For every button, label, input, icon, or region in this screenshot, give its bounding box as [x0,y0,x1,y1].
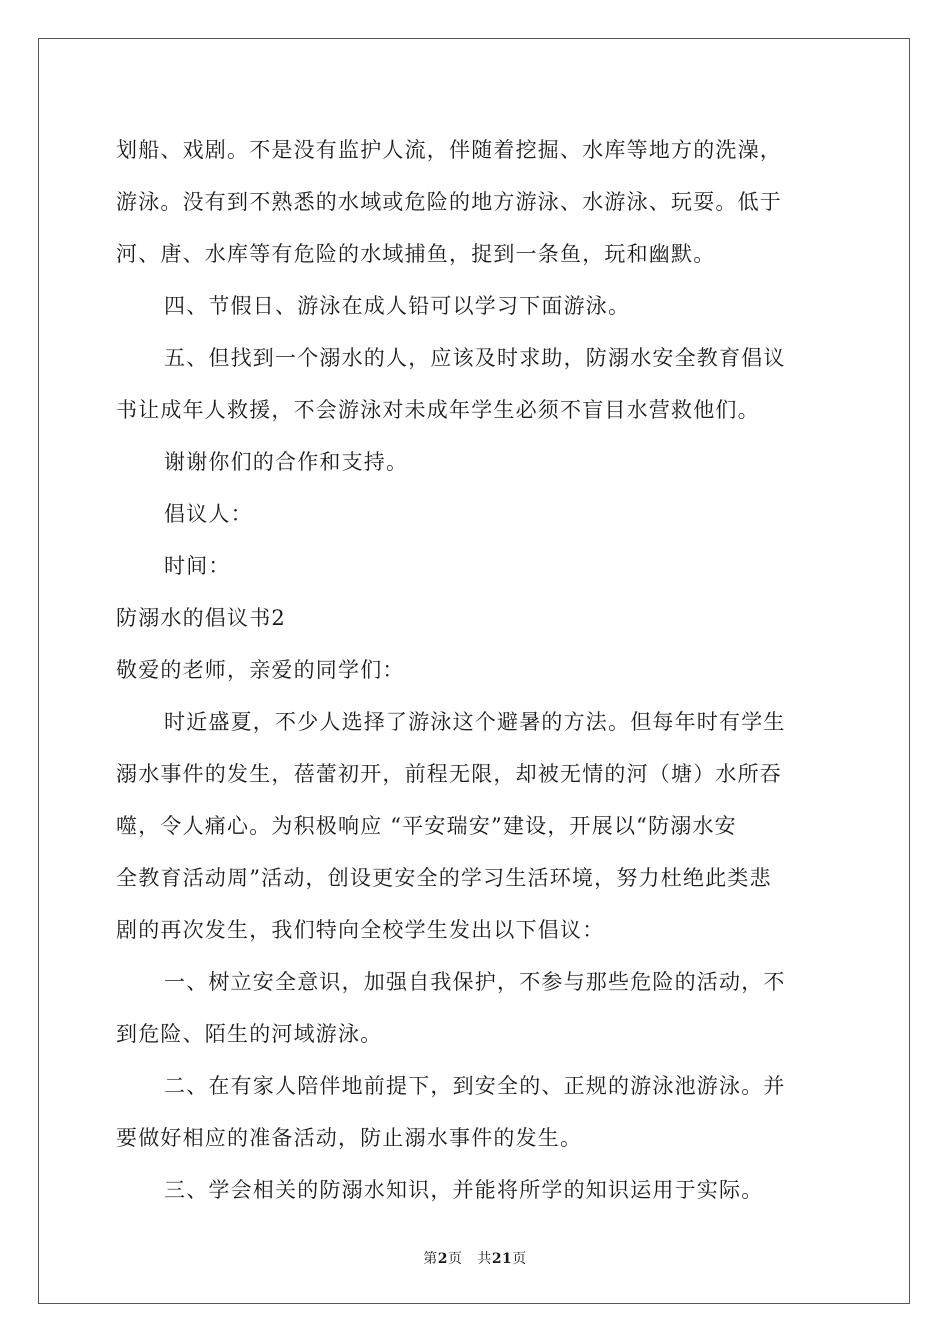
page-number: 2 [437,1251,448,1267]
page-prefix: 第 [423,1251,438,1267]
text-line: 一、树立安全意识，加强自我保护，不参与那些危险的活动，不 [164,970,786,994]
text-line: 全教育活动周”活动，创设更安全的学习生活环境，努力杜绝此类悲 [116,866,772,890]
page-suffix: 页 [447,1251,463,1267]
text-line: 谢谢你们的合作和支持。 [164,450,409,474]
total-suffix: 页 [512,1251,527,1267]
text-line: 倡议人： [164,502,253,526]
text-line: 剧的再次发生，我们特向全校学生发出以下倡议： [116,918,605,942]
text-line: 五、但找到一个溺水的人，应该及时求助，防溺水安全教育倡议 [164,346,786,370]
text-line: 时间： [164,554,231,578]
text-line: 河、唐、水库等有危险的水域捕鱼，捉到一条鱼，玩和幽默。 [116,242,716,266]
text-line: 划船、戏剧。不是没有监护人流，伴随着挖掘、水库等地方的洗澡， [116,138,782,162]
section-heading: 防溺水的倡议书2 [116,606,286,630]
page-footer [0,1248,950,1268]
text-line: 要做好相应的准备活动，防止溺水事件的发生。 [116,1126,583,1150]
text-line: 游泳。没有到不熟悉的水域或危险的地方游泳、水游泳、玩耍。低于 [116,190,782,214]
total-pages: 21 [491,1251,513,1267]
text-line: 书让成年人救援，不会游泳对未成年学生必须不盲目水营救他们。 [116,398,760,422]
text-line: 到危险、陌生的河域游泳。 [116,1022,383,1046]
total-prefix: 共 [477,1251,492,1267]
document-body [116,124,836,1216]
text-line: 三、学会相关的防溺水知识，并能将所学的知识运用于实际。 [164,1178,764,1202]
text-line: 四、节假日、游泳在成人铅可以学习下面游泳。 [164,294,631,318]
text-line: 噬，令人痛心。为积极响应 “平安瑞安”建设，开展以“防溺水安 [116,814,737,838]
text-line: 时近盛夏，不少人选择了游泳这个避暑的方法。但每年时有学生 [164,710,786,734]
salutation: 敬爱的老师，亲爱的同学们： [116,658,405,682]
text-line: 二、在有家人陪伴地前提下，到安全的、正规的游泳池游泳。并 [164,1074,786,1098]
text-line: 溺水事件的发生，蓓蕾初开，前程无限，却被无情的河（塘）水所吞 [116,762,782,786]
